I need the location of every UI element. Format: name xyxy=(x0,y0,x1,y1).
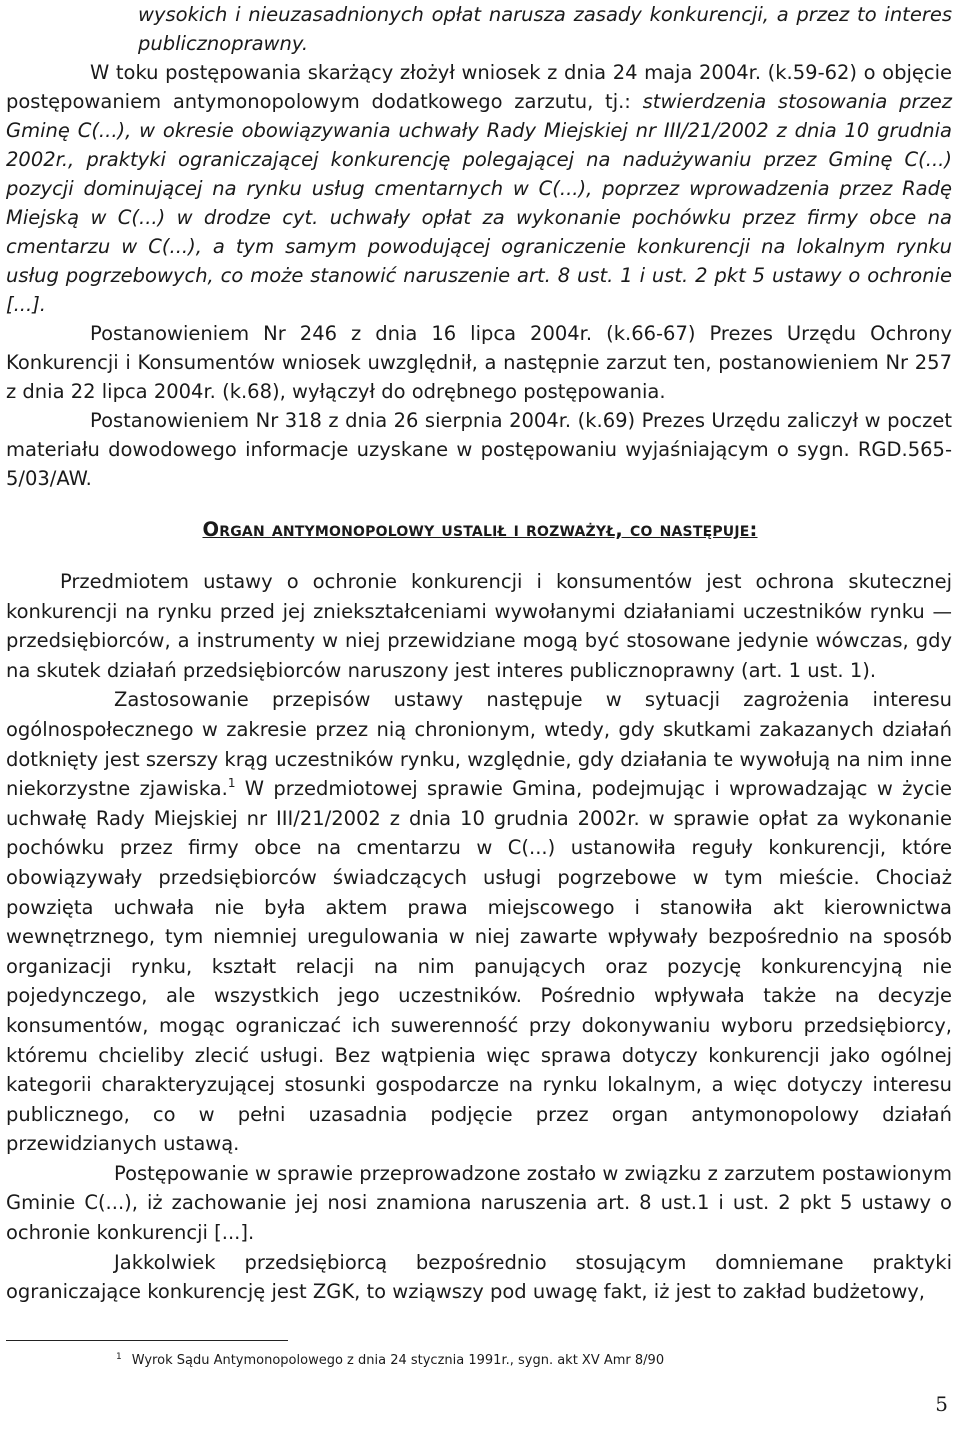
paragraph-application-a: Zastosowanie przepisów ustawy następuje w sytuacji zagrożenia interesu ogólnospołecznego w zakresie przez nią chronionym, wtedy, gdy skutkami zakazanych działań dotknięty jest szerszy krąg uczestników rynku, względnie, gdy działania te wywołują na nim inne niekorzystne zjawiska. xyxy=(6,688,952,801)
footnote xyxy=(116,1352,664,1370)
paragraph-motion-quote: stwierdzenia stosowania przez Gminę C(...), w okresie obowiązywania uchwały Rady Miejskiej nr III/21/2002 z dnia 10 grudnia 2002r., praktyki ograniczającej konkurencję polegającej na nadużywaniu przez Gminę C(...) pozycji dominującej na rynku usług cmentarnych w C(...), poprzez wprowadzenia przez Radę Miejską w C(...) w drodze cyt. uchwały opłat za wykonanie pochówku przez firmy obce na cmentarzu w C(...), a tym samym powodującej ograniczenie konkurencji na lokalnym rynku usług pogrzebowych, co może stanowić naruszenie art. 8 ust. 1 i ust. 2 pkt 5 ustawy o ochronie [...]. xyxy=(6,90,952,316)
paragraph-motion xyxy=(6,58,952,319)
continued-paragraph xyxy=(6,0,952,58)
paragraph-subject-of-act: Przedmiotem ustawy o ochronie konkurencji i konsumentów jest ochrona skutecznej konkurencji na rynku przed jej zniekształceniami wywołanymi działaniami uczestników rynku — przedsiębiorców, a instrumenty w niej przewidziane mogą być stosowane jedynie wówczas, gdy na skutek działań przedsiębiorców naruszony jest interes publicznoprawny (art. 1 ust. 1). xyxy=(6,570,952,682)
page-number: 5 xyxy=(935,1392,948,1416)
paragraph-decision-246: Postanowieniem Nr 246 z dnia 16 lipca 2004r. (k.66-67) Prezes Urzędu Ochrony Konkurencji i Konsumentów wniosek uwzględnił, a następnie zarzut ten, postanowieniem Nr 257 z dnia 22 lipca 2004r. (k.68), wyłączył do odrębnego postępowania. xyxy=(6,322,952,403)
paragraph-decision-318: Postanowieniem Nr 318 z dnia 26 sierpnia 2004r. (k.69) Prezes Urzędu zaliczył w poczet materiału dowodowego informacje uzyskane w postępowaniu wyjaśniającym o sygn. RGD.565-5/03/AW. xyxy=(6,409,952,490)
paragraph-application-b: W przedmiotowej sprawie Gmina, podejmując i wprowadzając w życie uchwałę Rady Miejskiej nr III/21/2002 z dnia 10 grudnia 2002r. w sprawie opłat za wykonanie pochówku przez firmy obce na cmentarzu w C(...) ustanowiła reguły konkurencji, które obowiązywały przedsiębiorców świadczących usługi pogrzebowe w tym mieście. Chociaż powzięta uchwała nie była aktem prawa miejscowego i stanowiła akt kierownictwa wewnętrznego, tym niemniej uregulowania w niej zawarte wpływały bezpośrednio na sposób organizacji rynku, kształt relacji na nim panujących oraz pozycję konkurencyjną nie pojedynczego, ale wszystkich jego uczestników. Pośrednio wpływała także na decyzje konsumentów, mogąc ograniczać ich suwerenność przy dokonywaniu wyboru przedsiębiorcy, któremu chcieliby zlecić usługi. Bez wątpienia więc sprawa dotyczy konkurencji jako ogólnej kategorii charakteryzującej stosunki gospodarcze na rynku lokalnym, a więc dotyczy interesu publicznego, co w pełni uzasadnia podjęcie przez organ antymonopolowy działań przewidzianych ustawą. xyxy=(6,777,952,1156)
paragraph-proceedings: Postępowanie w sprawie przeprowadzone zostało w związku z zarzutem postawionym Gminie C(...), iż zachowanie jej nosi znamiona naruszenia art. 8 ust.1 i ust. 2 pkt 5 ustawy o ochronie konkurencji [...]. xyxy=(6,1161,952,1245)
footnote-text: Wyrok Sądu Antymonopolowego z dnia 24 stycznia 1991r., sygn. akt XV Amr 8/90 xyxy=(131,1353,665,1368)
main-text-block xyxy=(6,567,952,1307)
continued-paragraph-text: wysokich i nieuzasadnionych opłat narusza zasady konkurencji, a przez to interes publicznoprawny. xyxy=(138,3,952,55)
footnote-divider xyxy=(6,1340,288,1341)
paragraph-motion-lead: W toku postępowania skarżący złożył wniosek z dnia 24 maja 2004r. (k.59-62) o objęcie postępowaniem antymonopolowym dodatkowego zarzutu, tj.: xyxy=(6,61,952,113)
paragraph-application xyxy=(6,685,952,1159)
top-text-block xyxy=(6,0,952,493)
footnote-reference[interactable]: 1 xyxy=(227,776,236,791)
section-heading: Organ antymonopolowy ustalił i rozważył, co następuje: xyxy=(202,518,758,541)
paragraph-zgk: Jakkolwiek przedsiębiorcą bezpośrednio stosującym domniemane praktyki ograniczające konkurencję jest ZGK, to wziąwszy pod uwagę fakt, iż jest to zakład budżetowy, xyxy=(6,1250,952,1304)
footnote-marker: 1 xyxy=(116,1352,122,1362)
